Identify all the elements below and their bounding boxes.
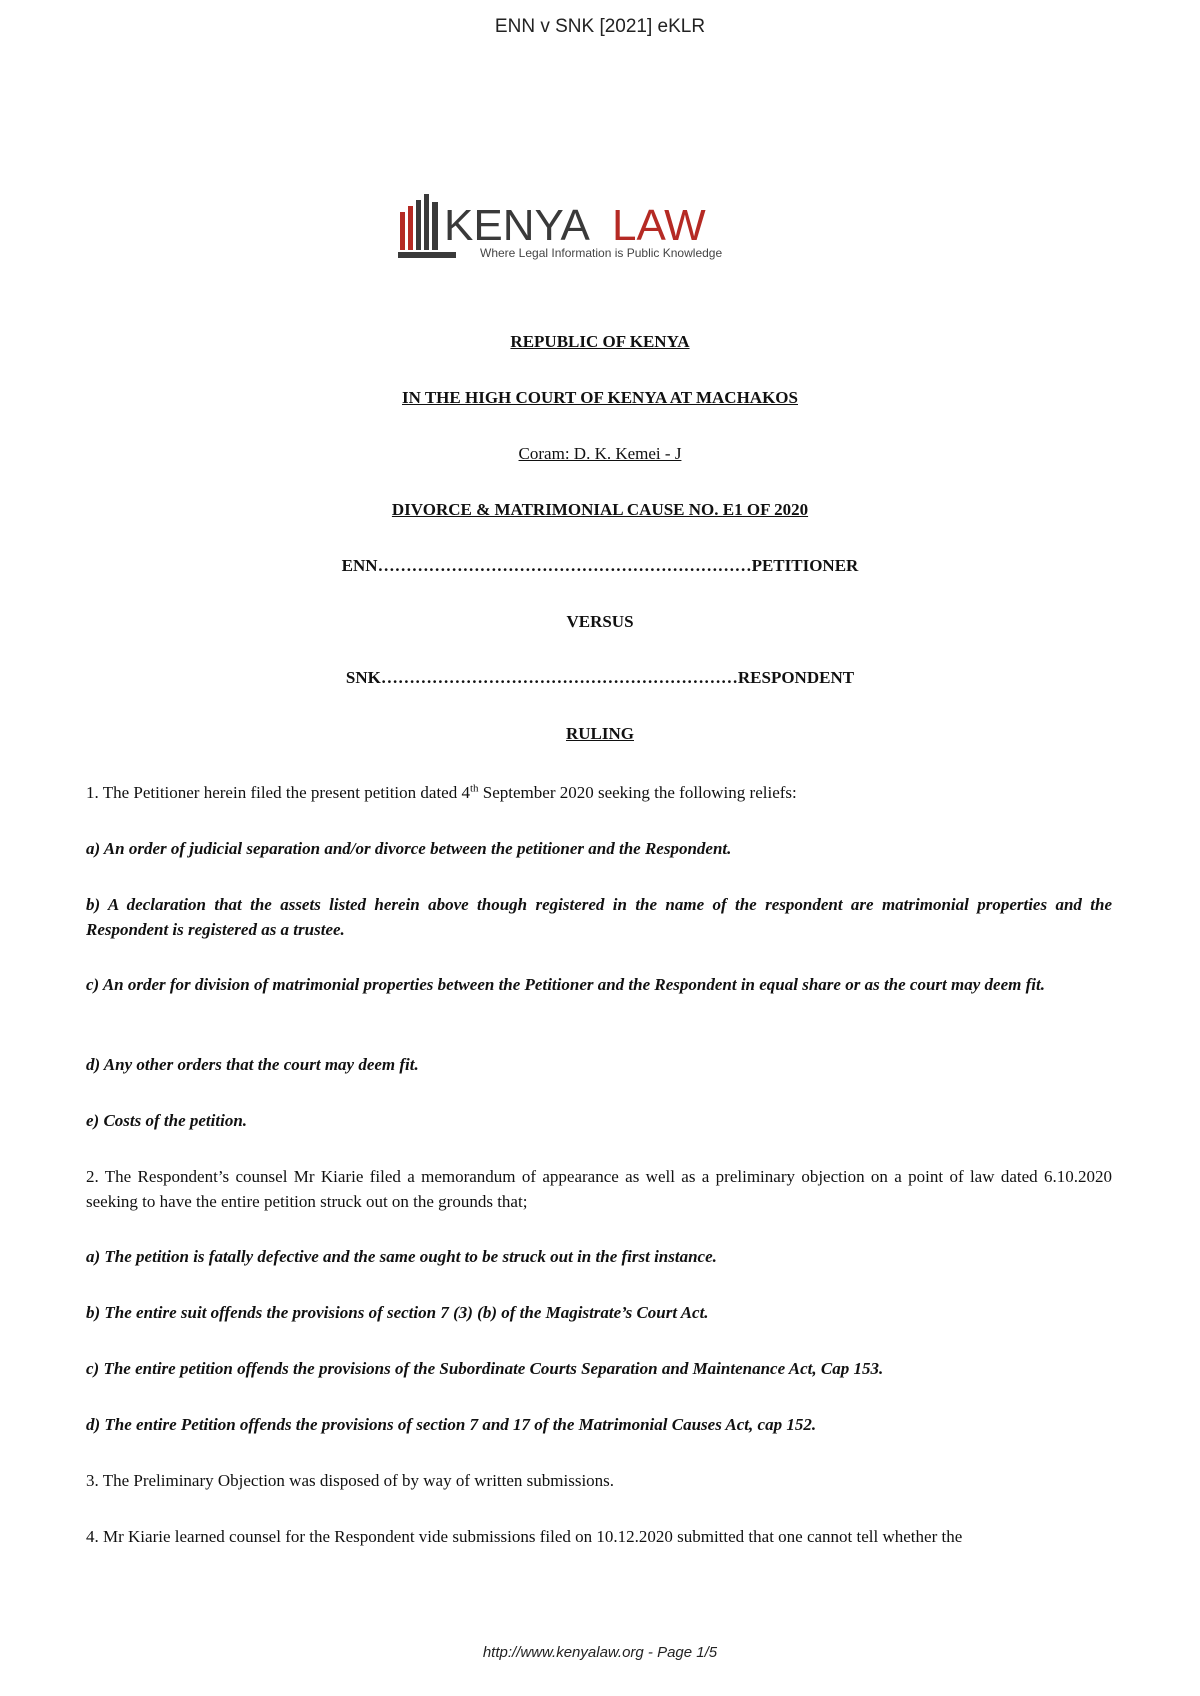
logo-tagline: Where Legal Information is Public Knowledge [480,246,723,260]
relief-b: b) A declaration that the assets listed herein above though registered in the name of the respondent are matrimonial properties and the Respondent is registered as a trustee. [86,895,1112,939]
ground-b: b) The entire suit offends the provisions of section 7 (3) (b) of the Magistrate’s Court Act. [86,1303,709,1322]
paragraph-2: 2. The Respondent’s counsel Mr Kiarie filed a memorandum of appearance as well as a preliminary objection on a point of law dated 6.10.2020 seeking to have the entire petition struck out on the grounds that; [86,1167,1112,1211]
court-heading: IN THE HIGH COURT OF KENYA AT MACHAKOS [402,388,798,407]
relief-d: d) Any other orders that the court may deem fit. [86,1055,419,1074]
paragraph-1-end: September 2020 seeking the following reliefs: [478,783,797,802]
page-footer: http://www.kenyalaw.org - Page 1/5 [482,1644,718,1661]
petitioner-line: ENN…………………………………………………………PETITIONER [341,556,859,575]
ground-a: a) The petition is fatally defective and the same ought to be struck out in the first instance. [86,1247,717,1266]
relief-a: a) An order of judicial separation and/or divorce between the petitioner and the Respondent. [86,839,732,858]
republic-heading: REPUBLIC OF KENYA [510,332,690,351]
paragraph-4: 4. Mr Kiarie learned counsel for the Respondent vide submissions filed on 10.12.2020 submitted that one cannot tell whether the [86,1527,963,1546]
cause-heading: DIVORCE & MATRIMONIAL CAUSE NO. E1 OF 2020 [391,500,809,519]
respondent-line: SNK………………………………………………………RESPONDENT [345,668,855,687]
versus-line: VERSUS [566,612,634,631]
kenya-law-logo [398,192,738,268]
paragraph-3: 3. The Preliminary Objection was disposed of by way of written submissions. [86,1471,615,1490]
page-header: ENN v SNK [2021] eKLR [494,16,706,37]
logo-name-part2: LAW [612,201,706,250]
logo-name-part1: KENYA [444,201,590,250]
ruling-heading: RULING [565,724,634,743]
paragraph-1 [86,780,1112,805]
ordinal-suffix: th [469,782,479,795]
relief-e: e) Costs of the petition. [86,1111,248,1130]
ground-d: d) The entire Petition offends the provisions of section 7 and 17 of the Matrimonial Causes Act, cap 152. [86,1415,817,1434]
ground-c: c) The entire petition offends the provisions of the Subordinate Courts Separation and Maintenance Act, Cap 153. [86,1359,884,1378]
relief-c: c) An order for division of matrimonial properties between the Petitioner and the Respondent in equal share or as the court may deem fit. [86,975,1045,994]
coram-line: Coram: D. K. Kemei - J [518,444,682,463]
paragraph-1-start: 1. The Petitioner herein filed the present petition dated 4 [86,783,470,802]
